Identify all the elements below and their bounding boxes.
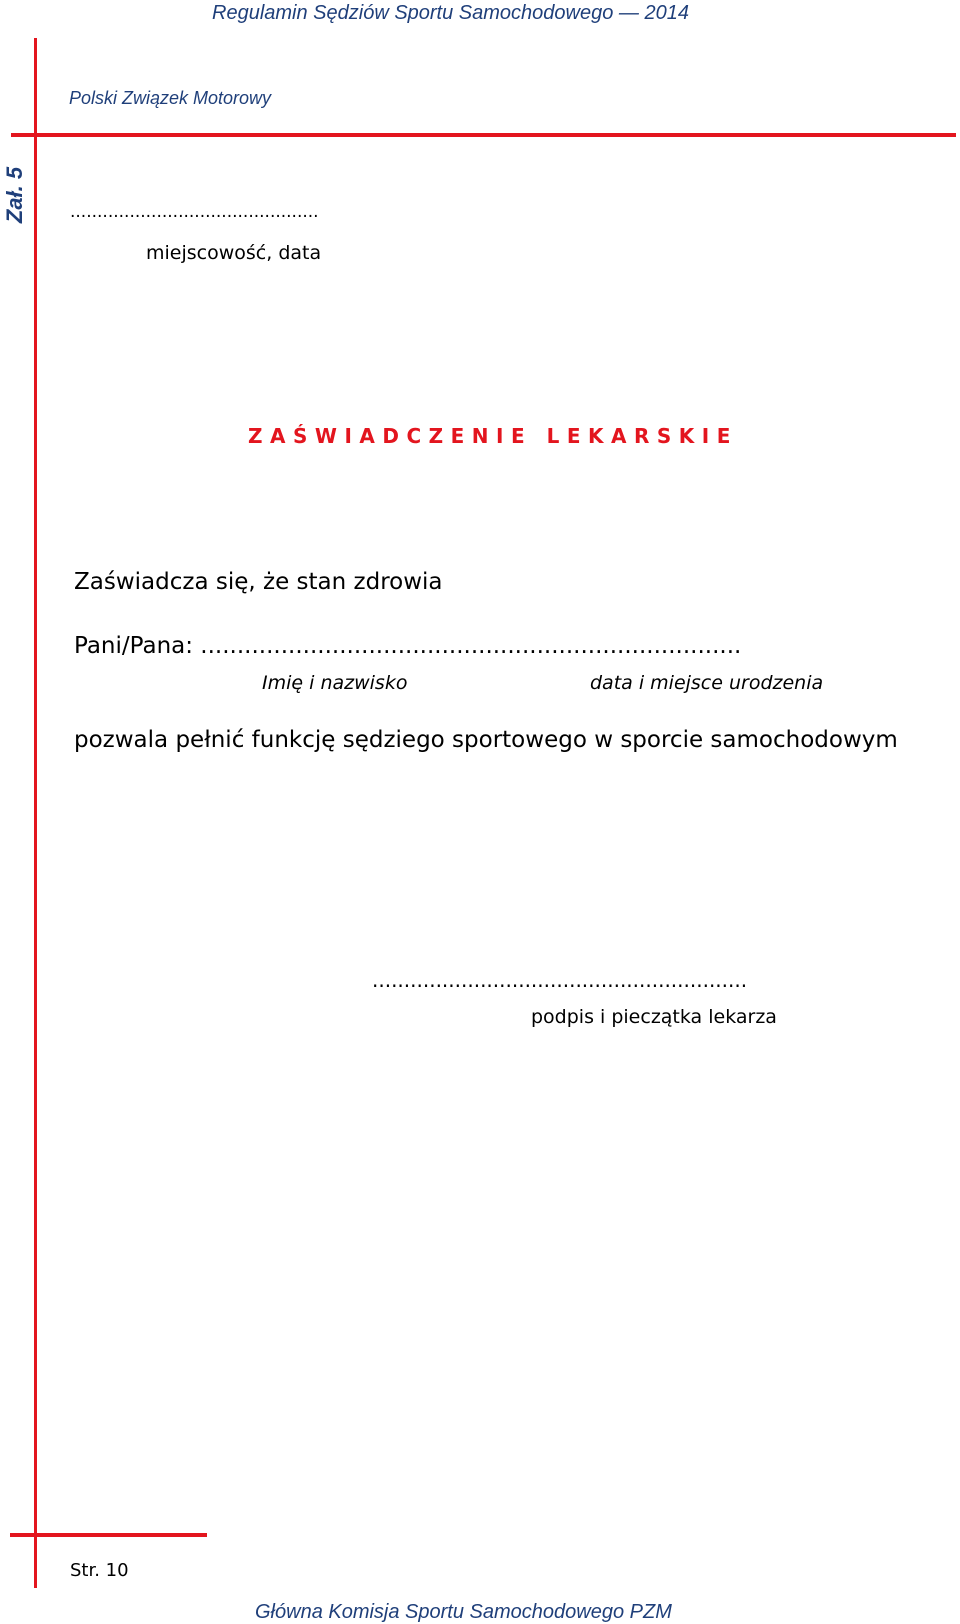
signature-caption: podpis i pieczątka lekarza	[531, 1006, 777, 1028]
certificate-title: ZAŚWIADCZENIE LEKARSKIE	[248, 424, 738, 448]
statement-line-2: pozwala pełnić funkcję sędziego sportowego w sporcie samochodowym	[74, 727, 898, 753]
birth-caption: data i miejsce urodzenia	[590, 672, 824, 694]
header-rule	[11, 133, 956, 137]
footer-rule	[10, 1533, 207, 1537]
margin-rule-vertical	[34, 38, 37, 1588]
footer-committee: Główna Komisja Sportu Samochodowego PZM	[255, 1601, 672, 1623]
page-number: Str. 10	[70, 1560, 129, 1581]
name-caption: Imię i nazwisko	[262, 672, 408, 694]
place-date-field: ..............................................	[70, 202, 319, 222]
place-date-caption: miejscowość, data	[146, 242, 322, 264]
attachment-label	[0, 160, 30, 230]
organization-name: Polski Związek Motorowy	[69, 88, 272, 108]
person-field: Pani/Pana: ..........................................................................	[74, 633, 742, 659]
attachment-label-text: Zał. 5	[2, 166, 27, 224]
document-header-title: Regulamin Sędziów Sportu Samochodowego — 2014	[212, 2, 689, 24]
signature-field: ...........................................................	[372, 968, 748, 992]
statement-line-1: Zaświadcza się, że stan zdrowia	[74, 569, 443, 595]
